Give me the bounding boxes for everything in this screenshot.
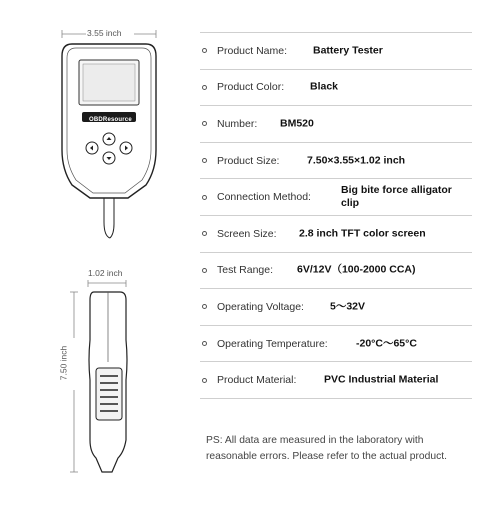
side-width-label: 1.02 inch — [88, 268, 123, 278]
spec-label: Screen Size: — [217, 227, 277, 240]
spec-label: Connection Method: — [217, 191, 311, 204]
bullet-icon — [202, 341, 207, 346]
spec-label: Product Color: — [217, 81, 285, 94]
device-side-view — [89, 292, 127, 472]
spec-row-screen-size — [200, 216, 472, 253]
bullet-icon — [202, 304, 207, 309]
spec-value: 7.50×3.55×1.02 inch — [307, 154, 406, 167]
spec-row-operating-temperature — [200, 326, 472, 363]
spec-row-product-size — [200, 143, 472, 180]
spec-label: Product Material: — [217, 374, 297, 387]
spec-label: Product Size: — [217, 154, 280, 167]
bullet-icon — [202, 195, 207, 200]
side-width-dimension-line — [88, 280, 126, 287]
bullet-icon — [202, 378, 207, 383]
spec-row-test-range — [200, 253, 472, 290]
spec-label: Operating Temperature: — [217, 337, 328, 350]
side-height-label: 7.50 inch — [58, 345, 69, 381]
spec-label: Test Range: — [217, 264, 274, 277]
spec-value: -20°C～65°C — [356, 337, 417, 350]
spec-value: BM520 — [280, 117, 314, 130]
brand-logo-text: OBDResource — [89, 117, 132, 123]
spec-row-connection-method — [200, 179, 472, 216]
spec-value: Big bite force alligator clip — [341, 184, 452, 210]
disclaimer-note: PS: All data are measured in the laboratory with reasonable errors. Please refer to the actual product. — [206, 435, 447, 462]
spec-list — [200, 32, 472, 399]
bullet-icon — [202, 231, 207, 236]
spec-value: Battery Tester — [313, 44, 383, 57]
spec-value: PVC Industrial Material — [324, 373, 439, 386]
spec-label: Number: — [217, 117, 258, 130]
bullet-icon — [202, 268, 207, 273]
spec-row-number — [200, 106, 472, 143]
bullet-icon — [202, 85, 207, 90]
front-width-label: 3.55 inch — [87, 28, 122, 38]
device-illustration — [0, 0, 200, 500]
spec-row-operating-voltage — [200, 289, 472, 326]
spec-label: Operating Voltage: — [217, 300, 304, 313]
spec-row-product-material — [200, 362, 472, 399]
spec-value: 6V/12V（100-2000 CCA) — [297, 263, 416, 276]
spec-row-product-name — [200, 32, 472, 70]
bullet-icon — [202, 121, 207, 126]
spec-value: 2.8 inch TFT color screen — [299, 227, 426, 240]
product-drawing — [0, 0, 200, 500]
spec-label: Product Name: — [217, 44, 288, 57]
spec-row-product-color — [200, 70, 472, 107]
spec-value: 5～32V — [330, 300, 366, 313]
bullet-icon — [202, 158, 207, 163]
bullet-icon — [202, 48, 207, 53]
side-height-dimension-line — [70, 292, 78, 472]
spec-value: Black — [310, 80, 339, 93]
device-front-view — [62, 44, 156, 238]
